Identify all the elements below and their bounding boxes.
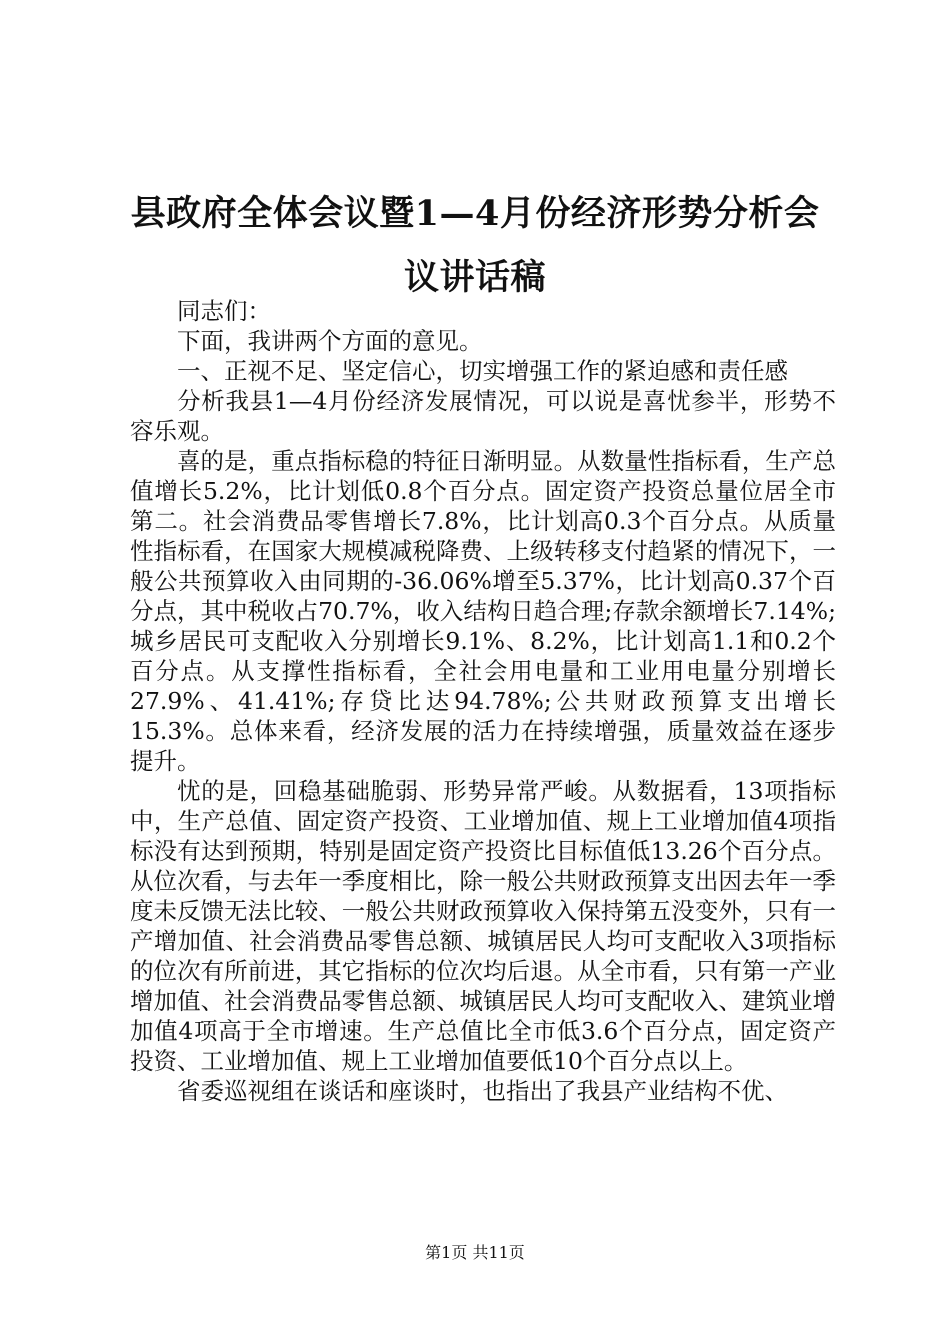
title-line-2: 议讲话稿 xyxy=(403,257,546,298)
paragraph-greeting: 同志们： xyxy=(177,297,271,325)
paragraph-inspection: 省委巡视组在谈话和座谈时，也指出了我县产业结构不优、 xyxy=(177,1077,788,1105)
title-line-1: 县政府全体会议暨1—4月份经济形势分析会 xyxy=(130,193,820,234)
paragraph-analysis: 分析我县1—4月份经济发展情况，可以说是喜忧参半，形势不容乐观。 xyxy=(130,387,836,445)
paragraph-positive: 喜的是，重点指标稳的特征日渐明显。从数量性指标看，生产总值增长5.2%，比计划低0.8个百分点。固定资产投资总量位居全市第二。社会消费品零售增长7.8%，比计划高0.3个百分点。从质量性指标看，在国家大规模减税降费、上级转移支付趋紧的情况下，一般公共预算收入由同期的-36.06%增至5.37%，比计划高0.37个百分点，其中税收占70.7%，收入结构日趋合理;存款余额增长7.14%;城乡居民可支配收入分别增长9.1%、8.2%，比计划高1.1和0.2个百分点。从支撑性指标看，全社会用电量和工业用电量分别增长27.9%、41.41%;存贷比达94.78%;公共财政预算支出增长15.3%。总体来看，经济发展的活力在持续增强，质量效益在逐步提升。 xyxy=(130,447,836,775)
document-title xyxy=(110,182,840,310)
section-heading-1: 一、正视不足、坚定信心，切实增强工作的紧迫感和责任感 xyxy=(177,357,788,385)
document-body xyxy=(130,296,836,1106)
paragraph-concerns: 忧的是，回稳基础脆弱、形势异常严峻。从数据看，13项指标中，生产总值、固定资产投资、工业增加值、规上工业增加值4项指标没有达到预期，特别是固定资产投资比目标值低13.26个百分点。从位次看，与去年一季度相比，除一般公共财政预算支出因去年一季度未反馈无法比较、一般公共财政预算收入保持第五没变外，只有一产增加值、社会消费品零售总额、城镇居民人均可支配收入3项指标的位次有所前进，其它指标的位次均后退。从全市看，只有第一产业增加值、社会消费品零售总额、城镇居民人均可支配收入、建筑业增加值4项高于全市增速。生产总值比全市低3.6个百分点，固定资产投资、工业增加值、规上工业增加值要低10个百分点以上。 xyxy=(130,777,836,1075)
paragraph-intro: 下面，我讲两个方面的意见。 xyxy=(177,327,483,355)
page-footer: 第1页 共11页 xyxy=(425,1243,525,1262)
